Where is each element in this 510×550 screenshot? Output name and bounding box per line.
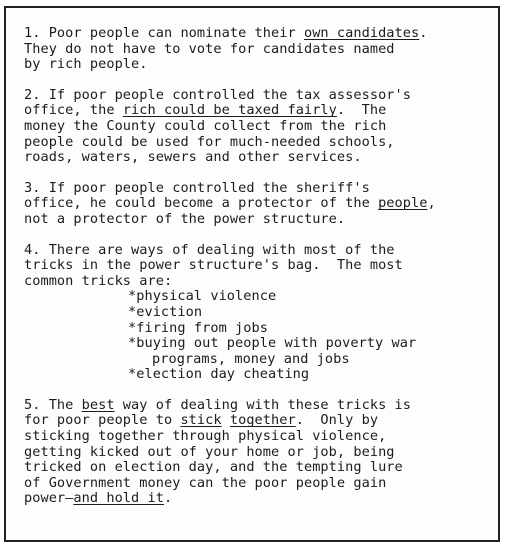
paragraph-3 <box>24 181 484 228</box>
paragraph-2-line-3: money the County could collect from the rich <box>24 117 387 134</box>
text-run: office, he could become a protector of the <box>24 195 379 212</box>
paragraph-5-line-4: getting kicked out of your home or job, being <box>24 443 395 460</box>
list-item: *eviction <box>128 303 203 320</box>
paragraph-5-line-5: tricked on election day, and the tempting lure <box>24 459 403 476</box>
document-page <box>4 6 500 542</box>
underlined-stick: stick <box>180 412 222 429</box>
paragraph-4-line-1: 4. There are ways of dealing with most of the <box>24 241 395 258</box>
paragraph-5 <box>24 398 484 507</box>
paragraph-2-line-1: 2. If poor people controlled the tax assessor's <box>24 86 412 103</box>
paragraph-1 <box>24 26 484 73</box>
underlined-rich-taxed-fairly: rich could be taxed fairly <box>122 102 337 119</box>
paragraph-4 <box>24 243 484 290</box>
text-run: . The <box>336 102 387 119</box>
text-run: 5. The <box>24 396 82 413</box>
text-run: way of dealing with these tricks is <box>114 396 412 413</box>
paragraph-1-line-3: by rich people. <box>24 56 148 73</box>
text-run: power— <box>24 490 74 507</box>
paragraph-2-line-4: people could be used for much-needed schools, <box>24 133 395 150</box>
text-run: . <box>419 25 428 41</box>
paragraph-1-line-1 <box>24 26 484 42</box>
text-run: office, the <box>24 102 123 119</box>
text-run: . <box>163 490 173 507</box>
list-item: *firing from jobs <box>128 319 268 336</box>
paragraph-3-line-3: not a protector of the power structure. <box>24 210 346 227</box>
underlined-together: together <box>229 412 296 429</box>
underlined-people: people <box>378 195 428 212</box>
paragraph-1-line-2: They do not have to vote for candidates named <box>24 40 395 57</box>
list-item: *buying out people with poverty war <box>128 335 417 352</box>
paragraph-5-line-2 <box>24 413 484 429</box>
text-run: , <box>427 195 436 212</box>
paragraph-4-line-2: tricks in the power structure's bag. The most <box>24 257 403 274</box>
paragraph-5-line-3: sticking together through physical violence, <box>24 428 387 445</box>
underlined-and-hold-it: and hold it <box>73 490 164 507</box>
paragraph-2 <box>24 88 484 166</box>
list-item: *physical violence <box>128 288 277 305</box>
paragraph-3-line-2 <box>24 196 484 212</box>
paragraph-4-line-3: common tricks are: <box>24 272 173 289</box>
text-run: 1. Poor people can nominate their <box>24 25 304 41</box>
tricks-list <box>24 289 484 383</box>
underlined-own-candidates: own candidates <box>303 25 420 41</box>
paragraph-5-line-1 <box>24 398 484 414</box>
paragraph-3-line-1: 3. If poor people controlled the sheriff's <box>24 179 370 196</box>
text-run <box>222 412 230 428</box>
paragraph-5-line-6: of Government money can the poor people gain <box>24 474 387 491</box>
paragraph-5-line-7 <box>24 491 484 507</box>
list-item: *election day cheating <box>128 366 310 383</box>
paragraph-2-line-5: roads, waters, sewers and other services. <box>24 149 362 166</box>
paragraph-2-line-2 <box>24 103 484 119</box>
list-item-continuation: programs, money and jobs <box>152 350 350 367</box>
text-run: for poor people to <box>24 412 181 429</box>
underlined-best: best <box>81 396 115 413</box>
text-run: . Only by <box>295 412 379 429</box>
